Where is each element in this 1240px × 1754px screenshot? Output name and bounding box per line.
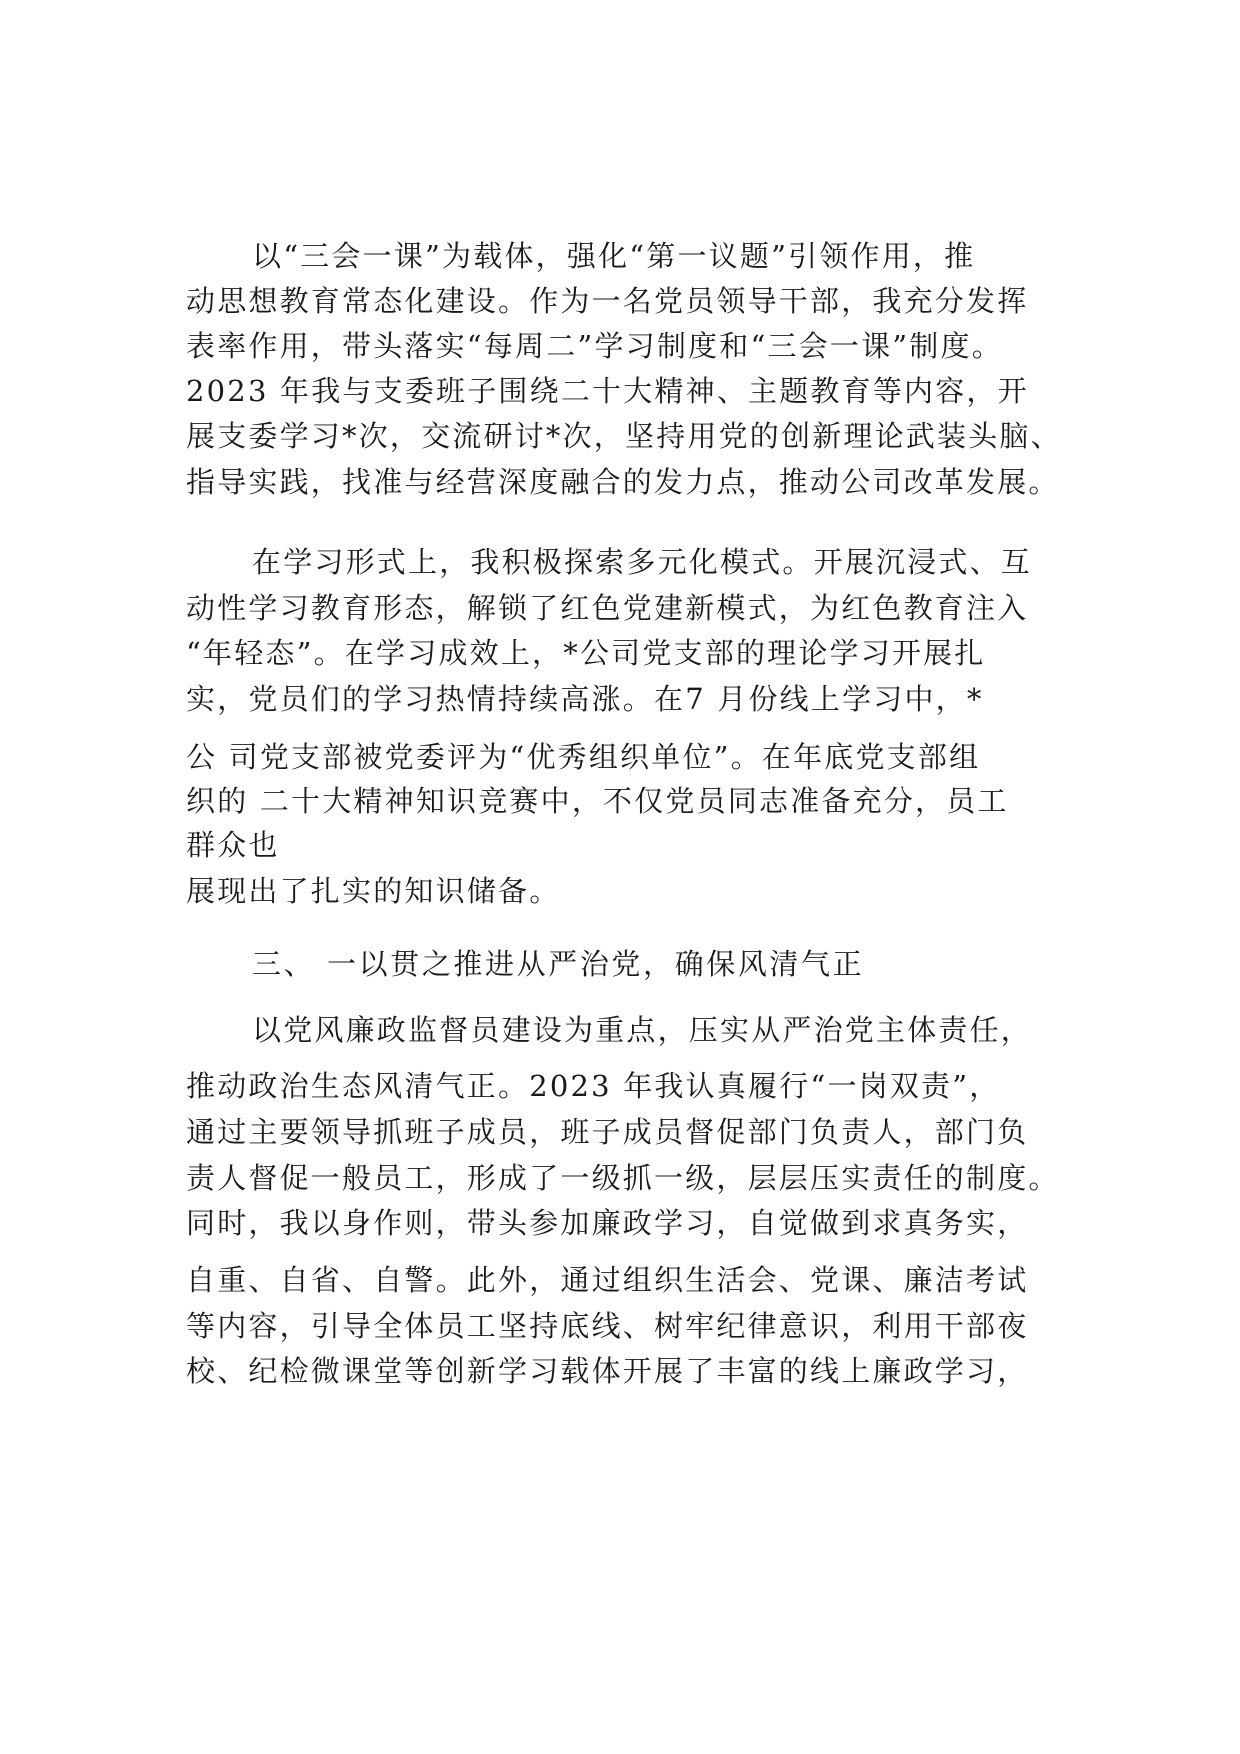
paragraph-2-line: 展现出了扎实的知识储备。	[186, 874, 561, 908]
paragraph-2-line: 动性学习教育形态，解锁了红色党建新模式，为红色教育注入	[186, 591, 1029, 625]
paragraph-1-line: 2023 年我与支委班子围绕二十大精神、主题教育等内容，开	[186, 374, 1029, 408]
paragraph-2-line: 织的 二十大精神知识竞赛中，不仅党员同志准备充分，员工	[186, 784, 1009, 818]
paragraph-2-line: 实，党员们的学习热情持续高涨。在7 月份线上学习中，*	[186, 682, 984, 716]
paragraph-1-line: 展支委学习*次，交流研讨*次，坚持用党的创新理论武装头脑、	[186, 419, 1062, 453]
paragraph-2-line: 在学习形式上，我积极探索多元化模式。开展沉浸式、互	[252, 545, 1033, 579]
paragraph-1-line: 表率作用，带头落实“每周二”学习制度和“三会一课”制度。	[186, 329, 1003, 363]
paragraph-3-line: 以党风廉政监督员建设为重点，压实从严治党主体责任，	[252, 1013, 1033, 1047]
paragraph-3-line: 等内容，引导全体员工坚持底线、树牢纪律意识，利用干部夜	[186, 1309, 1029, 1343]
section-heading: 三、 一以贯之推进从严治党，确保风清气正	[252, 947, 865, 981]
paragraph-1-line: 指导实践，找准与经营深度融合的发力点，推动公司改革发展。	[186, 465, 1060, 499]
paragraph-3-line: 责人督促一般员工，形成了一级抓一级，层层压实责任的制度。	[186, 1161, 1060, 1195]
paragraph-2-line: 群众也	[186, 828, 280, 862]
paragraph-2-line: “年轻态”。在学习成效上，*公司党支部的理论学习开展扎	[186, 636, 986, 670]
paragraph-3-line: 同时，我以身作则，带头参加廉政学习，自觉做到求真务实，	[186, 1206, 1029, 1240]
paragraph-3-line: 自重、自省、自警。此外，通过组织生活会、党课、廉洁考试	[186, 1263, 1029, 1297]
paragraph-3-line: 通过主要领导抓班子成员，班子成员督促部门负责人，部门负	[186, 1115, 1029, 1149]
paragraph-3-line: 推动政治生态风清气正。2023 年我认真履行“一岗双责”，	[186, 1069, 1001, 1103]
paragraph-2-line: 公 司党支部被党委评为“优秀组织单位”。在年底党支部组	[186, 740, 981, 774]
paragraph-1-line: 以“三会一课”为载体，强化“第一议题”引领作用，推	[252, 239, 976, 273]
paragraph-3-line: 校、纪检微课堂等创新学习载体开展了丰富的线上廉政学习，	[186, 1354, 1029, 1388]
paragraph-1-line: 动思想教育常态化建设。作为一名党员领导干部，我充分发挥	[186, 284, 1029, 318]
